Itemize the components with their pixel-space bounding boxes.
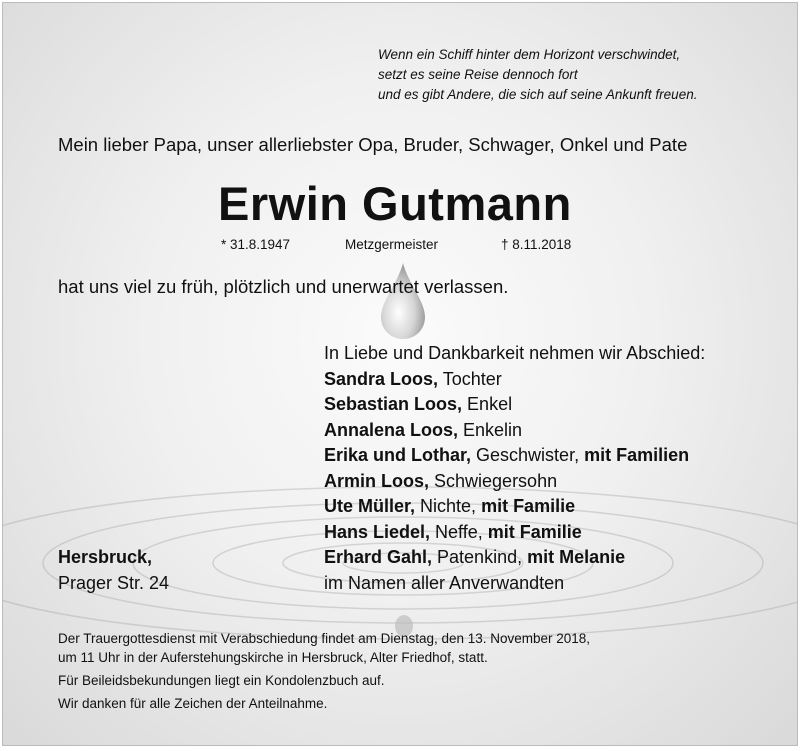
mourner-row: [324, 469, 705, 495]
mourner-relation: Patenkind,: [432, 547, 528, 567]
footer-info: [58, 629, 590, 713]
mourner-relation: Enkelin: [458, 419, 523, 440]
address-block: [58, 545, 169, 596]
thanks-line: Wir danken für alle Zeichen der Anteilnahme.: [58, 696, 328, 711]
mourner-name: Erika und Lothar,: [324, 445, 472, 465]
obituary-notice: [3, 3, 797, 745]
mourner-row: [324, 520, 705, 546]
mourner-extra: mit Melanie: [527, 547, 626, 567]
mourner-relation: Enkel: [462, 394, 513, 414]
intro-line: Mein lieber Papa, unser allerliebster Opa, Bruder, Schwager, Onkel und Pate: [58, 134, 688, 155]
profession: Metzgermeister: [345, 237, 439, 252]
mourner-name: Hans Liedel,: [324, 521, 431, 542]
mourner-name: Sebastian Loos,: [324, 394, 463, 414]
condolence-line: Für Beileidsbekundungen liegt ein Kondolenzbuch auf.: [58, 673, 385, 688]
death-date: † 8.11.2018: [501, 237, 572, 252]
mourner-row: [324, 367, 705, 393]
city: Hersbruck,: [58, 547, 153, 567]
mourners-list: [324, 341, 705, 596]
mourner-relation: Neffe,: [430, 521, 488, 542]
mourner-relation: Nichte,: [415, 496, 482, 516]
quote-line: Wenn ein Schiff hinter dem Horizont verschwindet,: [378, 47, 681, 62]
mourner-extra: mit Familien: [584, 445, 690, 465]
mourner-relation: Tochter: [438, 368, 502, 389]
mourner-row: [324, 494, 705, 520]
deceased-name: Erwin Gutmann: [218, 177, 572, 230]
mourner-row: [324, 392, 705, 418]
service-line: um 11 Uhr in der Auferstehungskirche in Hersbruck, Alter Friedhof, statt.: [58, 650, 488, 665]
farewell-line: In Liebe und Dankbarkeit nehmen wir Abschied:: [324, 343, 706, 363]
mourner-row: [324, 443, 705, 469]
mourner-name: Armin Loos,: [324, 470, 430, 491]
mourner-row: [324, 545, 705, 571]
mourner-extra: mit Familie: [487, 521, 582, 542]
mourner-name: Sandra Loos,: [324, 368, 439, 389]
mourner-name: Annalena Loos,: [324, 419, 459, 440]
mourner-row: [324, 418, 705, 444]
quote-block: [378, 45, 697, 105]
mourner-extra: mit Familie: [481, 496, 576, 516]
street: Prager Str. 24: [58, 572, 170, 593]
mourner-relation: Geschwister,: [471, 445, 585, 465]
service-line: Der Trauergottesdienst mit Verabschiedung findet am Dienstag, den 13. November 2018,: [58, 631, 591, 646]
quote-line: setzt es seine Reise dennoch fort: [378, 67, 578, 82]
passing-text: hat uns viel zu früh, plötzlich und unerwartet verlassen.: [58, 276, 509, 297]
birth-date: * 31.8.1947: [221, 237, 291, 252]
mourner-relation: Schwiegersohn: [429, 470, 558, 491]
quote-line: und es gibt Andere, die sich auf seine Ankunft freuen.: [378, 87, 698, 102]
mourner-name: Ute Müller,: [324, 496, 416, 516]
mourner-name: Erhard Gahl,: [324, 547, 433, 567]
closing-line: im Namen aller Anverwandten: [324, 572, 565, 593]
water-drop-icon: [378, 261, 428, 341]
